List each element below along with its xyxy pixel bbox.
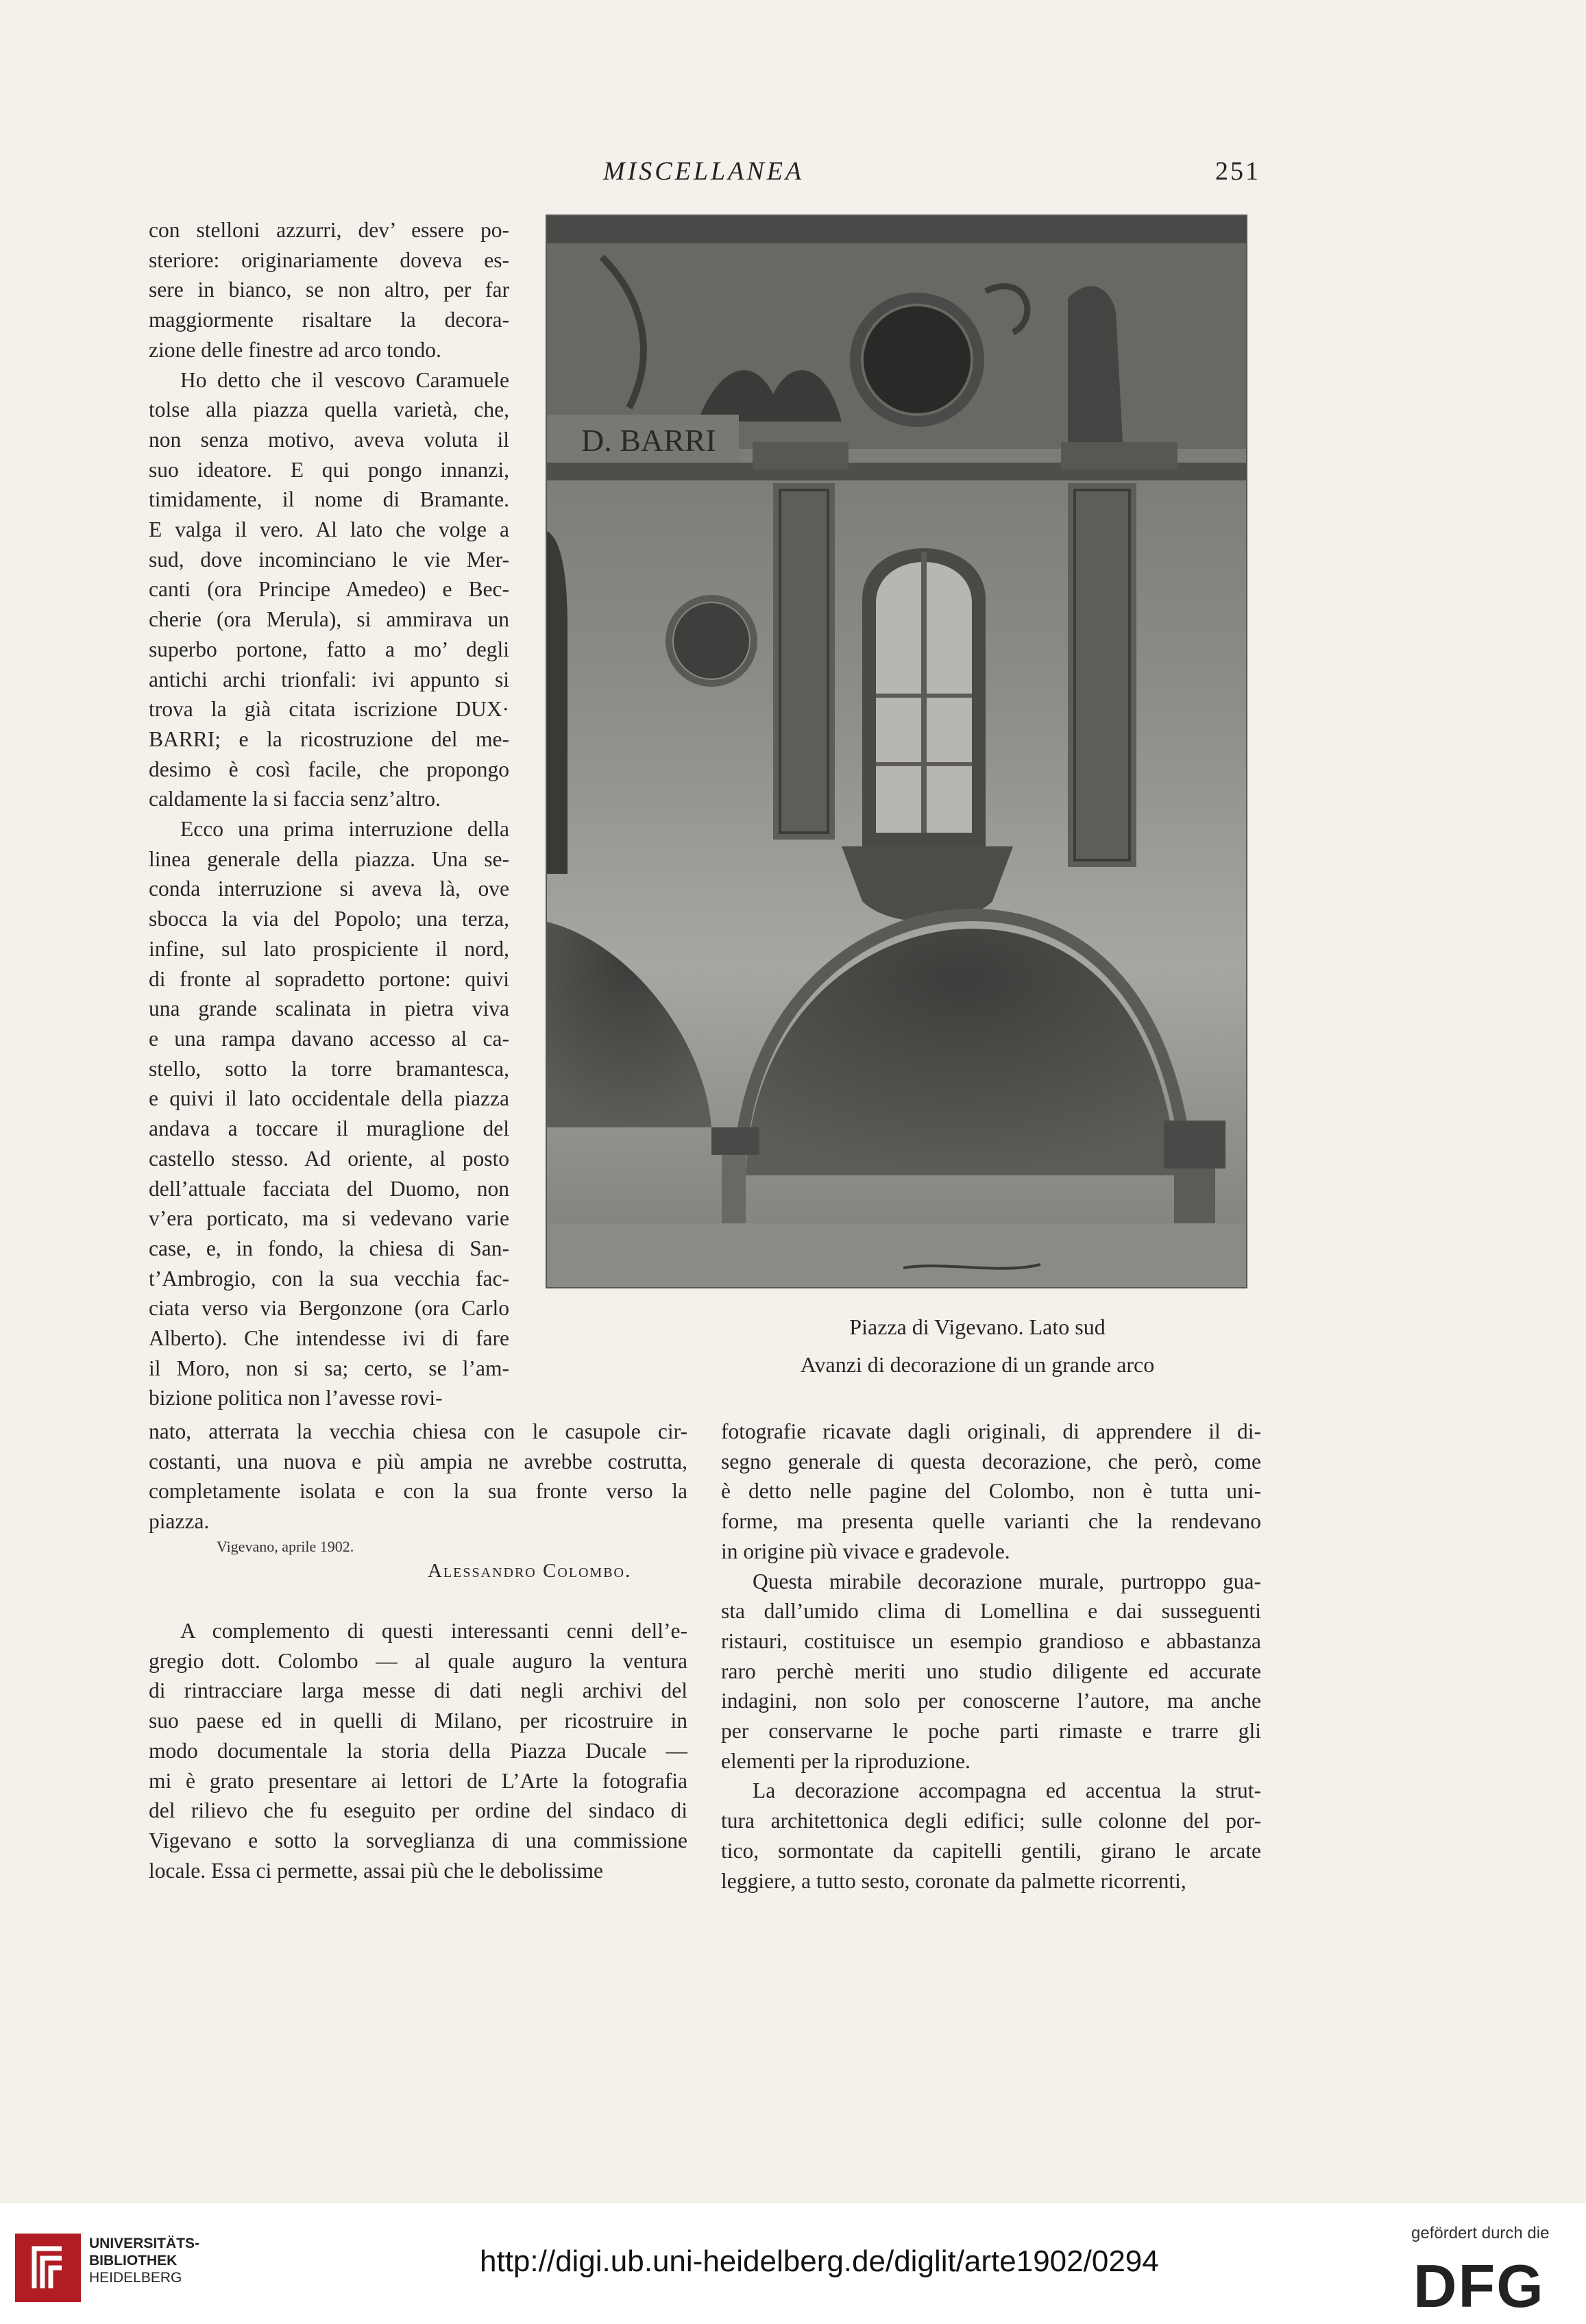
text-line: andava a toccare il muraglione del (149, 1116, 509, 1141)
text-line: maggiormente risaltare la decora- (149, 308, 509, 332)
text-line: v’era porticato, ma si vedevano varie (149, 1206, 509, 1231)
dfg-logo: DFG (1413, 2252, 1545, 2320)
source-url-link[interactable]: http://digi.ub.uni-heidelberg.de/diglit/arte1902/0294 (480, 2245, 1159, 2278)
sponsor-label: gefördert durch die (1411, 2224, 1550, 2242)
text-line: A complemento di questi interessanti cenni dell’e- (180, 1619, 687, 1643)
text-line: linea generale della piazza. Una se- (149, 846, 509, 871)
text-line: suo paese ed in quelli di Milano, per ricostruire in (149, 1709, 687, 1733)
right-column-text (721, 1417, 1261, 1896)
text-line: canti (ora Principe Amedeo) e Bec- (149, 577, 509, 602)
facade-photograph (546, 215, 1247, 1288)
text-line: E valga il vero. Al lato che volge a (149, 517, 509, 542)
text-line: nato, atterrata la vecchia chiesa con le casupole cir- (149, 1419, 687, 1443)
text-line: per conservarne le poche parti rimaste e trarre gli (721, 1719, 1261, 1744)
text-line: bizione politica non l’avesse rovi- (149, 1386, 443, 1410)
university-library-logo-icon (15, 2234, 81, 2302)
text-line: di fronte al sopradetto portone: quivi (149, 966, 509, 991)
text-line: del rilievo che fu eseguito per ordine del sindaco di (149, 1798, 687, 1823)
text-line: dell’attuale facciata del Duomo, non (149, 1176, 509, 1201)
text-line: sud, dove incominciano le vie Mer- (149, 547, 509, 572)
text-line: stello, sotto la torre bramantesca, (149, 1056, 509, 1081)
text-line: zione delle finestre ad arco tondo. (149, 337, 441, 362)
text-line: Ho detto che il vescovo Caramuele (180, 367, 509, 392)
text-line: forme, ma presenta quelle varianti che la rendevano (721, 1509, 1261, 1534)
running-head-title: MISCELLANEA (603, 157, 805, 186)
text-line: tura architettonica degli edifici; sulle colonne del por- (721, 1809, 1261, 1833)
text-line: sbocca la via del Popolo; una terza, (149, 907, 509, 931)
text-line: locale. Essa ci permette, assai più che le debolissime (149, 1858, 604, 1883)
text-line: leggiere, a tutto sesto, coronate da palmette ricorrenti, (721, 1868, 1186, 1893)
text-line: tico, sormontate da capitelli gentili, girano le arcate (721, 1838, 1261, 1863)
text-line: fotografie ricavate dagli originali, di apprendere il di- (721, 1419, 1261, 1443)
text-line: conda interruzione si aveva là, ove (149, 877, 509, 901)
text-line: Vigevano e sotto la sorveglianza di una commissione (149, 1828, 687, 1852)
text-line: steriore: originariamente doveva es- (149, 247, 509, 272)
text-line: sere in bianco, se non altro, per far (149, 278, 509, 302)
text-line: suo ideatore. E qui pongo innanzi, (149, 457, 509, 482)
left-column-continued (149, 1417, 687, 1537)
editor-note-paragraph (149, 1616, 687, 1885)
text-line: t’Ambrogio, con la sua vecchia fac- (149, 1266, 509, 1291)
text-line: La decorazione accompagna ed accentua la strut- (753, 1778, 1261, 1803)
text-line: antichi archi trionfali: ivi appunto si (149, 667, 509, 692)
text-line: modo documentale la storia della Piazza Ducale — (149, 1738, 687, 1763)
digitization-footer (0, 2203, 1586, 2324)
library-name: UNIVERSITÄTS- BIBLIOTHEK HEIDELBERG (89, 2236, 200, 2286)
text-line: completamente isolata e con la sua fronte verso la (149, 1479, 687, 1504)
text-line: tolse alla piazza quella varietà, che, (149, 397, 509, 422)
text-line: una grande scalinata in pietra viva (149, 996, 509, 1021)
text-line: elementi per la riproduzione. (721, 1748, 971, 1773)
text-line: è detto nelle pagine del Colombo, non è tutta uni- (721, 1479, 1261, 1504)
text-line: cherie (ora Merula), si ammirava un (149, 607, 509, 632)
text-line: timidamente, il nome di Bramante. (149, 487, 509, 512)
figure-caption-title: Piazza di Vigevano. Lato sud (849, 1314, 1106, 1339)
text-line: costanti, una nuova e più ampia ne avrebbe costrutta, (149, 1449, 687, 1473)
text-line: ciata verso via Bergonzone (ora Carlo (149, 1296, 509, 1321)
figure-caption-subtitle: Avanzi di decorazione di un grande arco (800, 1352, 1155, 1377)
text-line: trova la già citata iscrizione DUX· (149, 697, 509, 722)
text-line: ristauri, costituisce un esempio grandioso e abbastanza (721, 1628, 1261, 1653)
text-line: desimo è così facile, che propongo (149, 757, 509, 781)
text-line: di rintracciare larga messe di dati negli archivi del (149, 1678, 687, 1703)
text-line: raro perchè meriti uno studio diligente ed accurate (721, 1659, 1261, 1683)
text-line: case, e, in fondo, la chiesa di San- (149, 1236, 509, 1260)
text-line: caldamente la si faccia senz’altro. (149, 787, 441, 811)
text-line: e quivi il lato occidentale della piazza (149, 1086, 509, 1111)
text-line: sta dall’umido clima di Lomellina e dai susseguenti (721, 1599, 1261, 1624)
text-line: Alberto). Che intendesse ivi di fare (149, 1326, 509, 1351)
text-line: non senza motivo, aveva voluta il (149, 427, 509, 452)
left-column-top (149, 215, 509, 1413)
inscription-text: D. BARRI (581, 423, 716, 458)
text-line: castello stesso. Ad oriente, al posto (149, 1146, 509, 1171)
text-line: BARRI; e la ricostruzione del me- (149, 726, 509, 751)
text-line: superbo portone, fatto a mo’ degli (149, 637, 509, 661)
text-line: e una rampa davano accesso al ca- (149, 1026, 509, 1051)
text-line: Ecco una prima interruzione della (180, 817, 509, 842)
text-line: segno generale di questa decorazione, che però, come (721, 1449, 1261, 1473)
text-line: con stelloni azzurri, dev’ essere po- (149, 218, 509, 242)
text-line: mi è grato presentare ai lettori de L’Arte la fotografia (149, 1768, 687, 1793)
author-signature: Alessandro Colombo. (428, 1560, 632, 1582)
text-line: il Moro, non si sa; certo, se l’am- (149, 1356, 509, 1380)
text-line: indagini, non solo per conoscerne l’autore, ma anche (721, 1689, 1261, 1713)
text-line: piazza. (149, 1509, 210, 1534)
dateline: Vigevano, aprile 1902. (217, 1538, 354, 1555)
text-line: in origine più vivace e gradevole. (721, 1539, 1010, 1563)
text-line: Questa mirabile decorazione murale, purtroppo gua- (753, 1569, 1261, 1593)
text-line: infine, sul lato prospiciente il nord, (149, 936, 509, 961)
page-number: 251 (1215, 157, 1260, 186)
text-line: gregio dott. Colombo — al quale auguro la ventura (149, 1648, 687, 1673)
